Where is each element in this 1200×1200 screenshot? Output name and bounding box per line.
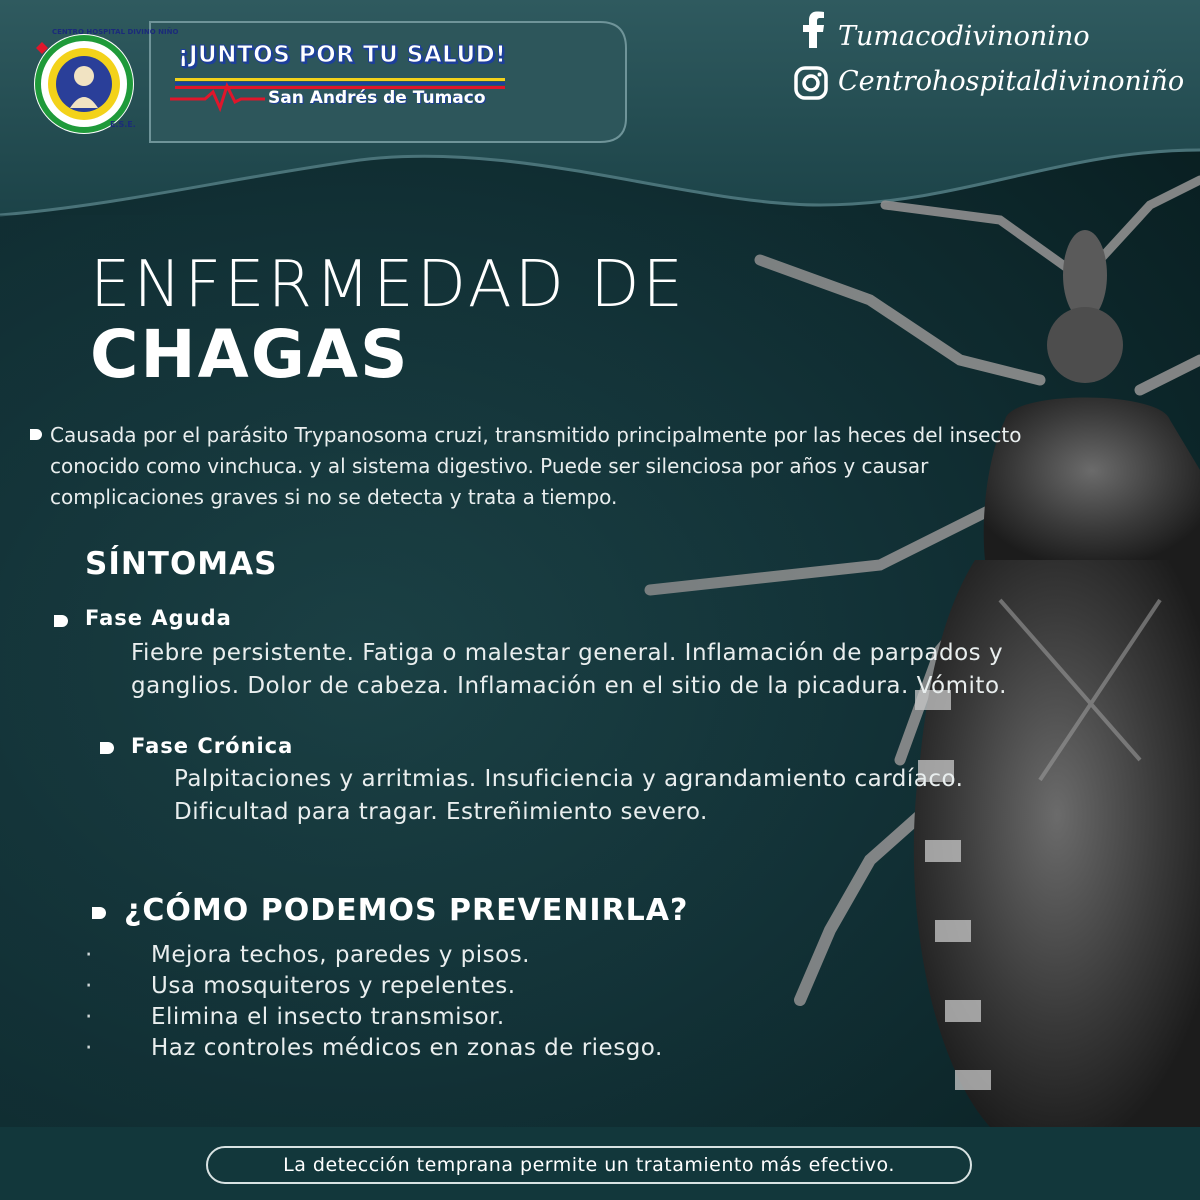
title-line2: CHAGAS bbox=[90, 316, 410, 393]
prevention-item: Usa mosquiteros y repelentes. bbox=[151, 973, 516, 999]
logo-ese: E.S.E. bbox=[110, 120, 136, 129]
dot-icon: · bbox=[85, 942, 93, 968]
city-label: San Andrés de Tumaco bbox=[268, 88, 486, 108]
hospital-logo bbox=[22, 28, 179, 138]
acute-phase-text: Fiebre persistente. Fatiga o malestar general. Inflamación de parpados y ganglios. Dolor de cabeza. Inflamación en el sitio de la picadura. Vómito. bbox=[131, 640, 1007, 699]
slogan: ¡JUNTOS POR TU SALUD! bbox=[178, 42, 507, 68]
dot-icon: · bbox=[85, 1004, 93, 1030]
instagram-handle[interactable]: Centrohospitaldivinoniño bbox=[838, 66, 1185, 97]
chronic-bullet-icon bbox=[100, 742, 114, 754]
list-item bbox=[85, 1001, 885, 1032]
prevention-item: Elimina el insecto transmisor. bbox=[151, 1004, 505, 1030]
dot-icon: · bbox=[85, 1035, 93, 1061]
intro-bullet-icon bbox=[30, 429, 42, 440]
prevention-list bbox=[85, 939, 885, 1063]
intro-paragraph: Causada por el parásito Trypanosoma cruzi, transmitido principalmente por las heces del insecto conocido como vinchuca. y al sistema digestivo. Puede ser silenciosa por años y causar complicaciones graves si no se detecta y trata a tiempo. bbox=[50, 423, 1022, 509]
acute-bullet-icon bbox=[54, 615, 68, 627]
prevention-heading: ¿CÓMO PODEMOS PREVENIRLA? bbox=[124, 893, 689, 928]
facebook-handle[interactable]: Tumacodivinonino bbox=[838, 21, 1090, 52]
list-item bbox=[85, 1032, 885, 1063]
prevention-bullet-icon bbox=[92, 907, 106, 919]
prevention-item: Haz controles médicos en zonas de riesgo. bbox=[151, 1035, 663, 1061]
title-line1: ENFERMEDAD DE bbox=[90, 248, 686, 322]
dot-icon: · bbox=[85, 973, 93, 999]
list-item bbox=[85, 970, 885, 1001]
logo-ring-text: CENTRO HOSPITAL DIVINO NIÑO bbox=[52, 28, 179, 36]
symptoms-heading: SÍNTOMAS bbox=[85, 546, 278, 582]
footer-message: La detección temprana permite un tratamiento más efectivo. bbox=[206, 1146, 972, 1184]
instagram-icon bbox=[793, 65, 829, 101]
list-item bbox=[85, 939, 885, 970]
chronic-phase-title: Fase Crónica bbox=[131, 734, 294, 758]
facebook-icon bbox=[798, 10, 828, 50]
prevention-item: Mejora techos, paredes y pisos. bbox=[151, 942, 530, 968]
chronic-phase-text: Palpitaciones y arritmias. Insuficiencia y agrandamiento cardíaco. Dificultad para tragar. Estreñimiento severo. bbox=[174, 766, 964, 825]
acute-phase-title: Fase Aguda bbox=[85, 606, 232, 630]
